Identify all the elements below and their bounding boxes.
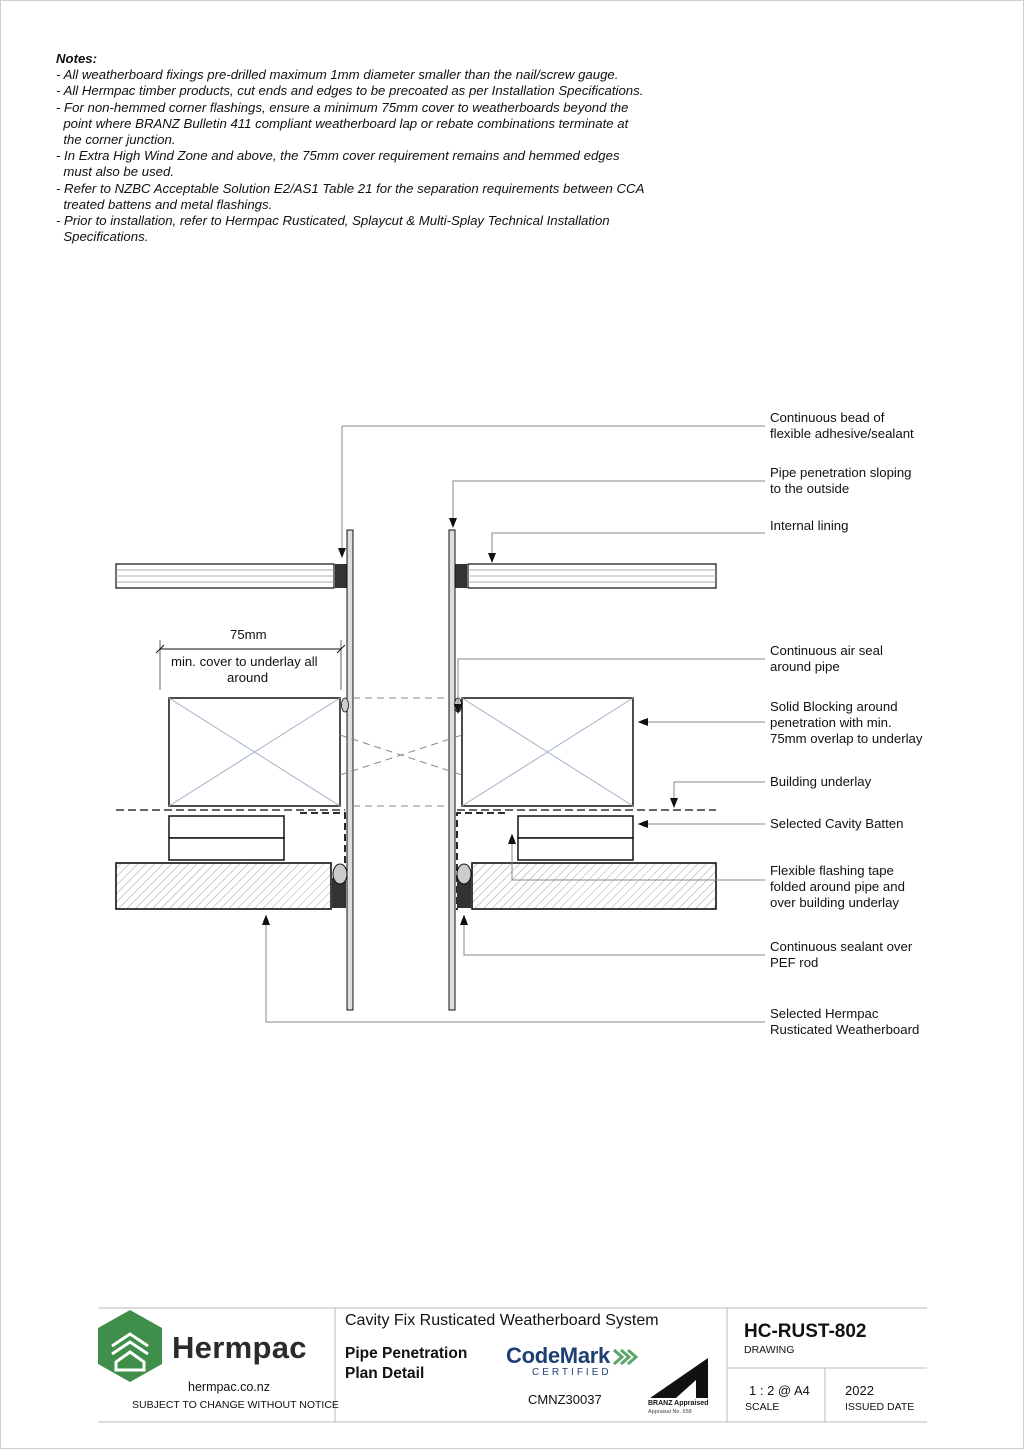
label-air-seal: Continuous air seal around pipe <box>770 643 883 674</box>
drawing-title: Pipe Penetration Plan Detail <box>345 1345 468 1382</box>
codemark-certified: CERTIFIED <box>532 1367 612 1378</box>
internal-lining-right <box>468 564 716 588</box>
dimension-value: 75mm <box>230 627 267 642</box>
system-title: Cavity Fix Rusticated Weatherboard System <box>345 1312 659 1329</box>
note-line: the corner junction. <box>56 132 176 148</box>
label-cavity-batten: Selected Cavity Batten <box>770 816 904 831</box>
notes-heading: Notes: <box>56 51 98 66</box>
dimension-note-1: min. cover to underlay all <box>171 654 318 669</box>
brand-name: Hermpac <box>172 1330 307 1365</box>
cavity-batten-right <box>518 816 633 860</box>
website-link[interactable]: hermpac.co.nz <box>188 1380 270 1394</box>
pef-rod-left <box>333 864 347 884</box>
label-sealant-bead: Continuous bead of flexible adhesive/sealant <box>770 410 914 441</box>
weatherboard-right <box>472 863 716 909</box>
label-building-underlay: Building underlay <box>770 774 872 789</box>
note-line: - In Extra High Wind Zone and above, the 75mm cover requirement remains and hemmed edges <box>56 148 620 164</box>
codemark-number: CMNZ30037 <box>528 1392 602 1407</box>
note-line: - Prior to installation, refer to Hermpac Rusticated, Splaycut & Multi-Splay Technical Installation <box>56 213 610 229</box>
label-solid-blocking: Solid Blocking around penetration with min. 75mm overlap to underlay <box>770 699 923 746</box>
internal-lining-left <box>116 564 334 588</box>
weatherboard-left <box>116 863 331 909</box>
branz-appraisal-no: Appraisal No. 658 <box>648 1409 692 1415</box>
disclaimer-text: SUBJECT TO CHANGE WITHOUT NOTICE <box>132 1399 339 1411</box>
drawing-label: DRAWING <box>744 1344 795 1356</box>
codemark-logo-text: CodeMark <box>506 1343 610 1368</box>
solid-blocking-right <box>462 698 633 806</box>
note-line: - All Hermpac timber products, cut ends and edges to be precoated as per Installation Specifications. <box>56 83 644 99</box>
label-flashing-tape: Flexible flashing tape folded around pipe and over building underlay <box>770 863 905 910</box>
dimension-note-2: around <box>227 670 269 685</box>
pipe-wall-left <box>347 530 353 1010</box>
note-line: must also be used. <box>56 164 175 180</box>
pipe-wall-right <box>449 530 455 1010</box>
hermpac-logo <box>98 1310 162 1382</box>
scale-label: SCALE <box>745 1401 780 1413</box>
label-pipe-sloping: Pipe penetration sloping to the outside <box>770 465 912 496</box>
drawing-code: HC-RUST-802 <box>744 1321 867 1342</box>
air-seal-left <box>342 698 349 712</box>
branz-appraised: BRANZ Appraised <box>648 1400 709 1407</box>
branz-logo <box>650 1358 708 1398</box>
note-line: point where BRANZ Bulletin 411 compliant weatherboard lap or rebate combinations terminate at <box>56 115 629 131</box>
cavity-batten-left <box>169 816 284 860</box>
note-line: treated battens and metal flashings. <box>56 196 273 212</box>
hidden-blocking-lines <box>340 698 462 806</box>
label-internal-lining: Internal lining <box>770 518 849 533</box>
scale-value: 1 : 2 @ A4 <box>749 1383 810 1398</box>
issued-label: ISSUED DATE <box>845 1401 915 1413</box>
note-line: Specifications. <box>56 229 149 245</box>
solid-blocking-left <box>169 698 340 806</box>
note-line: - All weatherboard fixings pre-drilled maximum 1mm diameter smaller than the nail/screw gauge. <box>56 67 619 83</box>
pef-rod-right <box>457 864 471 884</box>
sealant-bead-right <box>455 564 467 588</box>
note-line: - For non-hemmed corner flashings, ensure a minimum 75mm cover to weatherboards beyond the <box>56 99 629 115</box>
codemark-chevrons <box>614 1350 636 1364</box>
label-weatherboard: Selected Hermpac Rusticated Weatherboard <box>770 1006 920 1037</box>
label-sealant-pef: Continuous sealant over PEF rod <box>770 939 913 970</box>
note-line: - Refer to NZBC Acceptable Solution E2/AS1 Table 21 for the separation requirements between CCA <box>56 180 645 196</box>
issued-value: 2022 <box>845 1383 874 1398</box>
sealant-bead-left <box>335 564 347 588</box>
